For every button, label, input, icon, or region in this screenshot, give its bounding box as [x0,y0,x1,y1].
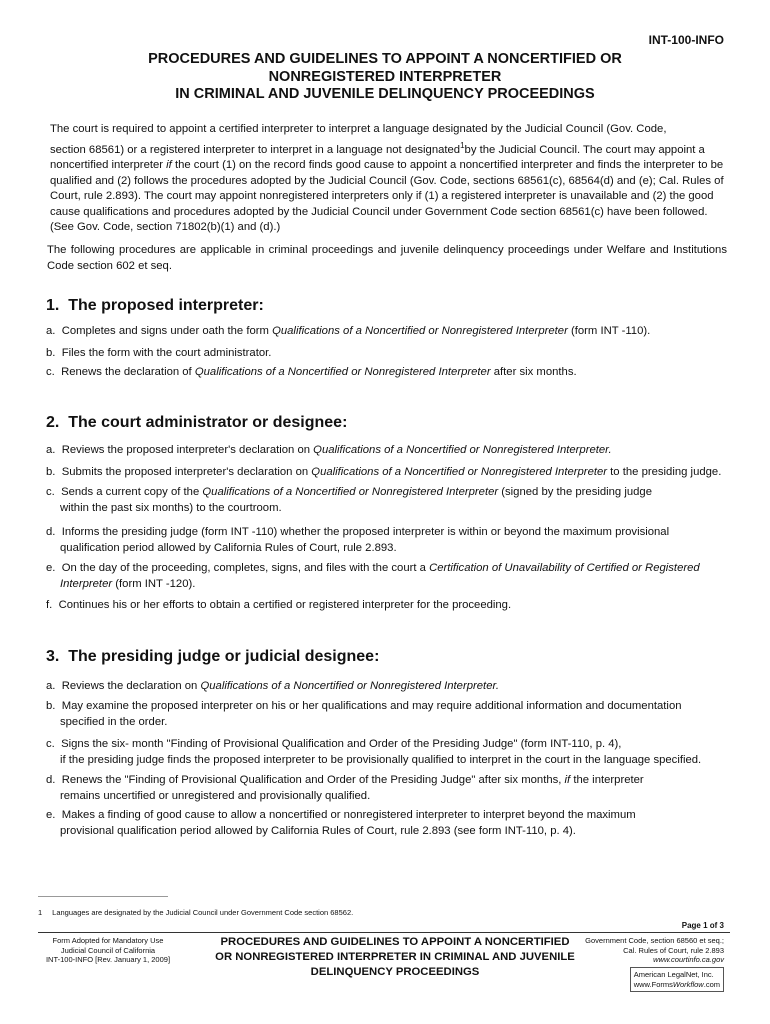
courtinfo-link[interactable]: www.courtinfo.ca.gov [653,955,724,964]
applicability-paragraph: The following procedures are applicable in criminal proceedings and juvenile delinquency proceedings under Welfare and Institutions Code section 602 et seq. [47,244,727,272]
legalnet-box: American LegalNet, Inc. www.FormsWorkflow.com [630,967,724,992]
footnote: 1 Languages are designated by the Judicial Council under Government Code section 68562. [38,908,354,917]
list-item: b. Submits the proposed interpreter's declaration on Qualifications of a Noncertified or Nonregistered Interpreter to the presiding judge. [46,466,722,478]
footnote-ref: 1 [460,140,465,150]
page-number: Page 1 of 3 [681,921,724,930]
footnote-divider [38,896,168,897]
list-item: e. Makes a finding of good cause to allow a noncertified or nonregistered interpreter to interpret beyond the maximum provisional qualification period allowed by California Rules of Court, rule 2.893 (see form INT-110, p. 4). [46,809,636,837]
section-2-heading: 2. The court administrator or designee: [46,414,348,431]
list-item: a. Reviews the declaration on Qualifications of a Noncertified or Nonregistered Interpreter. [46,680,499,692]
intro-paragraph [50,122,725,236]
list-item: f. Continues his or her efforts to obtain a certified or registered interpreter for the proceeding. [46,599,512,611]
footer-left: Form Adopted for Mandatory Use Judicial Council of California INT-100-INFO [Rev. January 1, 2009] [45,936,171,964]
list-item: d. Renews the "Finding of Provisional Qualification and Order of the Presiding Judge" after six months, if the interpreter remains uncertified or unregistered and provisionally qualified. [46,774,644,802]
list-item: e. On the day of the proceeding, completes, signs, and files with the court a Certification of Unavailability of Certified or Registered Interpreter (form INT -120). [46,562,700,590]
page-title [40,51,730,104]
section-3-heading: 3. The presiding judge or judicial designee: [46,648,380,665]
intro-line: section 68561) or a registered interpreter to interpret in a language not designated$^1$by the Judicial Council. The court may appoint a [50,140,705,156]
list-item: b. May examine the proposed interpreter on his or her qualifications and may require additional information and documentation specified in the order. [46,700,682,728]
footer-title: PROCEDURES AND GUIDELINES TO APPOINT A NONCERTIFIED OR NONREGISTERED INTERPRETER IN CRIMINAL AND JUVENILE DELINQUENCY PROCEEDINGS [215,936,575,978]
intro-line: cause qualifications and procedures adopted by the Judicial Council under Government Code section 68561(c) have been followed. [50,205,708,218]
title-line-2: NONREGISTERED INTERPRETER [268,68,502,85]
title-line-3: IN CRIMINAL AND JUVENILE DELINQUENCY PROCEEDINGS [175,86,595,102]
intro-line: qualified and (2) follows the procedures adopted by the Judicial Council (Gov. Code, sections 68561(c), 68564(d) and (e); Cal. Rules of [50,174,724,187]
footer-divider [38,932,730,933]
section-1-heading: 1. The proposed interpreter: [46,297,264,314]
list-item: c. Signs the six- month "Finding of Provisional Qualification and Order of the Presiding Judge" (form INT-110, p. 4), if the presiding judge finds the proposed interpreter to be provisionally qualified to interpret in the court in the language specified. [46,738,702,766]
list-item: a. Completes and signs under oath the form Qualifications of a Noncertified or Nonregistered Interpreter (form INT -110). [46,325,651,337]
intro-line: (See Gov. Code, section 71802(b)(1) and (d).) [50,221,281,234]
list-item: a. Reviews the proposed interpreter's declaration on Qualifications of a Noncertified or Nonregistered Interpreter. [46,444,612,456]
intro-line: The court is required to appoint a certified interpreter to interpret a language designated by the Judicial Council (Gov. Code, [50,123,667,135]
list-item: b. Files the form with the court administrator. [46,347,272,359]
footer-right: Government Code, section 68560 et seq.; Cal. Rules of Court, rule 2.893 www.courtinfo.ca.gov [564,936,724,965]
list-item: c. Renews the declaration of Qualifications of a Noncertified or Nonregistered Interpreter after six months. [46,366,577,378]
intro-line: Court, rule 2.893). The court may appoint nonregistered interpreters only if (1) a registered interpreter is unavailable and (2) the good [50,190,714,203]
intro-line: noncertified interpreter if the court (1) on the record finds good cause to appoint a noncertified interpreter and finds the interpreter to be [50,158,724,171]
list-item: d. Informs the presiding judge (form INT -110) whether the proposed interpreter is within or beyond the maximum provisional qualification period allowed by California Rules of Court, rule 2.893. [46,526,670,554]
formsworkflow-link[interactable]: www.FormsWorkflow.com [633,979,720,989]
list-item: c. Sends a current copy of the Qualifications of a Noncertified or Nonregistered Interpreter (signed by the presiding judge within the past six months) to the courtroom. [46,486,652,514]
title-line-1: PROCEDURES AND GUIDELINES TO APPOINT A NONCERTIFIED OR [148,51,622,67]
form-number: INT-100-INFO [648,33,724,47]
